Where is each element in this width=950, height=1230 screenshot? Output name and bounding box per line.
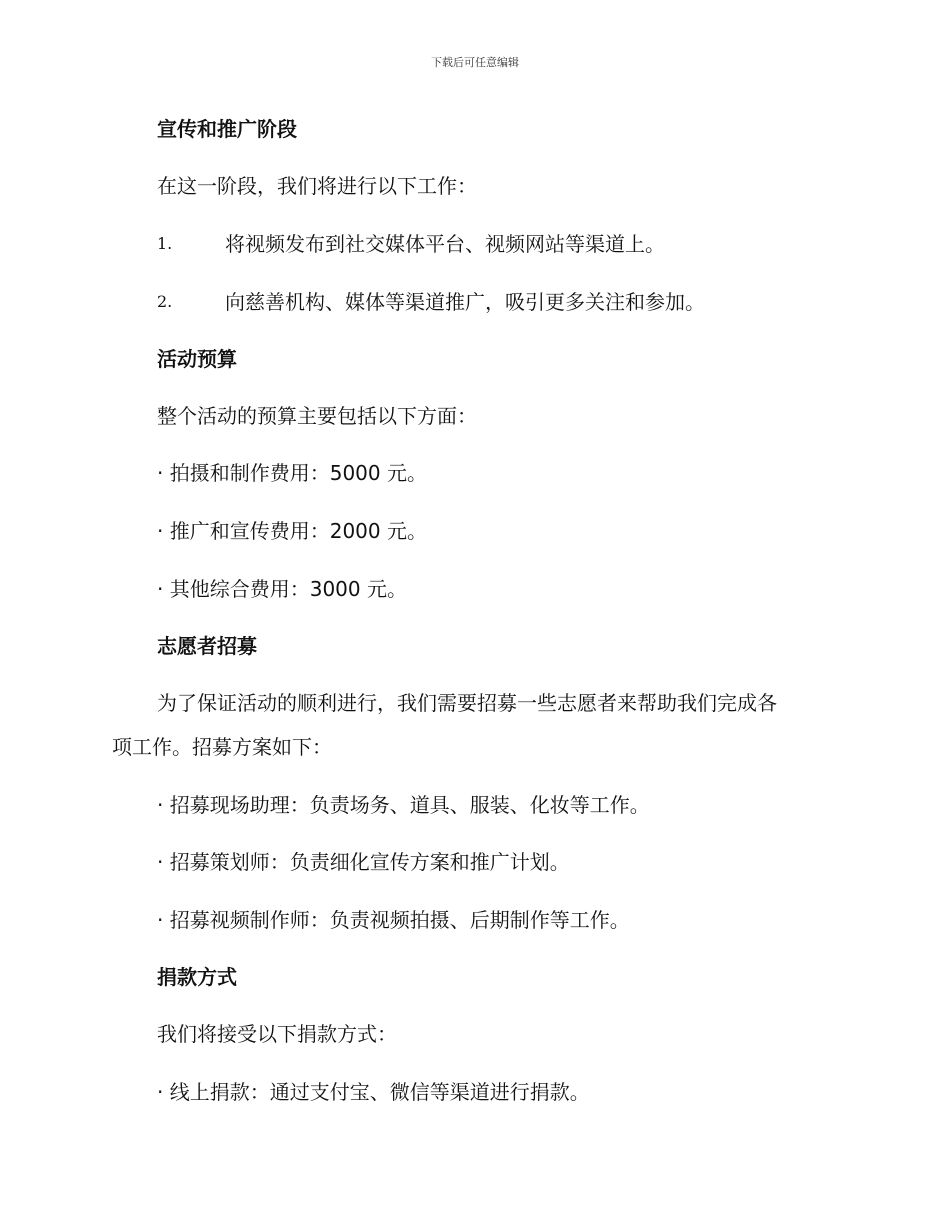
budget-item: · 拍摄和制作费用：5000 元。 bbox=[157, 461, 427, 485]
section-heading-budget: 活动预算 bbox=[157, 347, 237, 371]
budget-intro: 整个活动的预算主要包括以下方面： bbox=[157, 404, 477, 428]
volunteers-intro-line-1: 为了保证活动的顺利进行，我们需要招募一些志愿者来帮助我们完成各 bbox=[157, 691, 777, 715]
list-number: 2. bbox=[157, 292, 173, 311]
list-item: 将视频发布到社交媒体平台、视频网站等渠道上。 bbox=[225, 232, 665, 256]
budget-item: · 其他综合费用：3000 元。 bbox=[157, 577, 407, 601]
budget-item: · 推广和宣传费用：2000 元。 bbox=[157, 519, 427, 543]
list-number: 1. bbox=[157, 234, 173, 253]
header-note: 下载后可任意编辑 bbox=[431, 56, 519, 69]
volunteer-item: · 招募视频制作师：负责视频拍摄、后期制作等工作。 bbox=[157, 908, 630, 932]
donation-intro: 我们将接受以下捐款方式： bbox=[157, 1022, 397, 1046]
list-item: 向慈善机构、媒体等渠道推广，吸引更多关注和参加。 bbox=[225, 290, 705, 314]
volunteer-item: · 招募现场助理：负责场务、道具、服装、化妆等工作。 bbox=[157, 793, 650, 817]
section-heading-donation: 捐款方式 bbox=[157, 965, 237, 989]
donation-item: · 线上捐款：通过支付宝、微信等渠道进行捐款。 bbox=[157, 1080, 590, 1104]
volunteer-item: · 招募策划师：负责细化宣传方案和推广计划。 bbox=[157, 850, 570, 874]
promotion-intro: 在这一阶段，我们将进行以下工作： bbox=[157, 174, 477, 198]
section-heading-promotion: 宣传和推广阶段 bbox=[157, 117, 297, 141]
volunteers-intro-line-2: 项工作。招募方案如下： bbox=[112, 735, 332, 759]
section-heading-volunteers: 志愿者招募 bbox=[157, 634, 257, 658]
